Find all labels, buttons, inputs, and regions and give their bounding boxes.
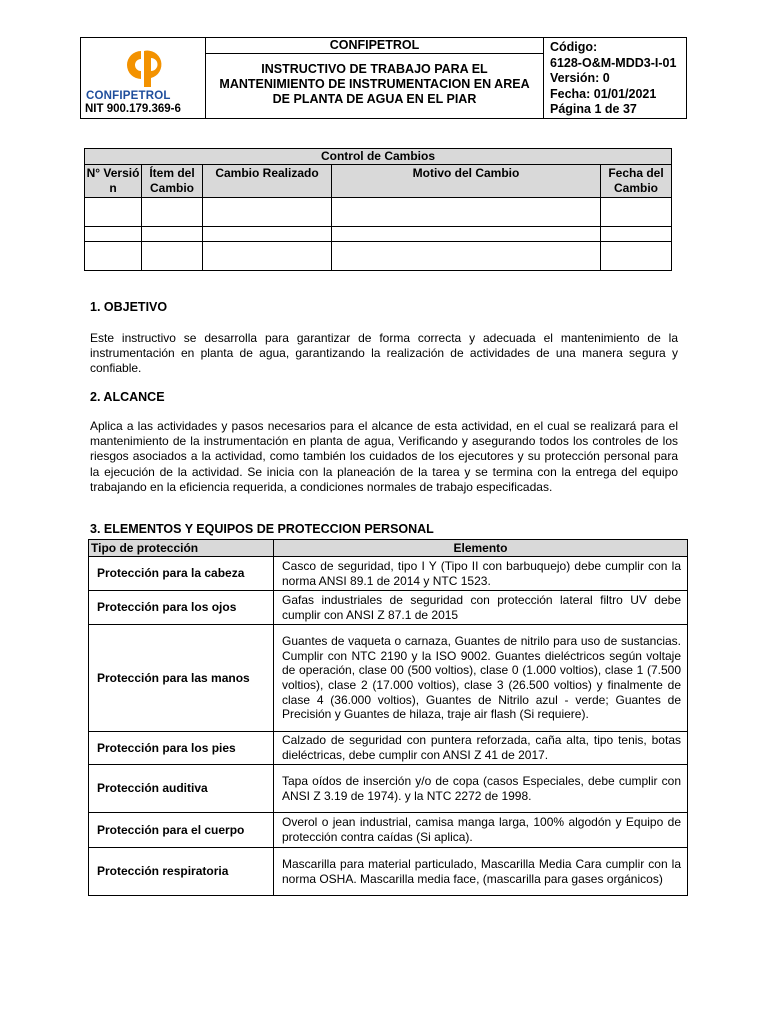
logo-cell (81, 38, 206, 119)
col-version: N° Versió n (85, 165, 142, 198)
table-row (85, 198, 672, 227)
page-number: Página 1 de 37 (550, 102, 637, 116)
col-item: Ítem del Cambio (142, 165, 203, 198)
section-alcance-text: Aplica a las actividades y pasos necesarios para el alcance de esta actividad, en el cual se realizará para el mantenimiento de la instrumentación en planta de agua, Verificando y asegurando todos los controles de los riesgos asociados a la actividad, como también los cuidados de los ejecutores y su protección personal para la ejecución de la actividad. Se inicia con la planeación de la tarea y se termina con la entrega del equipo trabajando en la eficiencia requerida, a condiciones normales de trabajo especificadas. (90, 419, 678, 494)
document-title-cell (206, 38, 544, 119)
table-row (85, 227, 672, 242)
protection-type: Protección para las manos (89, 625, 274, 732)
table-row (89, 557, 688, 591)
document-code-cell (544, 38, 687, 119)
protection-element: Tapa oídos de inserción y/o de copa (casos Especiales, debe cumplir con ANSI Z 3.19 de 1974). y la NTC 2272 de 1998. (274, 765, 688, 813)
document-title (206, 54, 543, 107)
code-value: 6128-O&M-MDD3-I-01 (550, 55, 677, 70)
col-elemento-header: Elemento (274, 540, 688, 557)
table-row (89, 765, 688, 813)
protection-type: Protección para los pies (89, 732, 274, 765)
change-control-table (84, 148, 672, 271)
table-row (89, 813, 688, 848)
table-row (89, 732, 688, 765)
protection-type: Protección para el cuerpo (89, 813, 274, 848)
protection-element: Casco de seguridad, tipo I Y (Tipo II con barbuquejo) debe cumplir con la norma ANSI 89.1 de 2014 y NTC 1523. (274, 557, 688, 591)
protection-type: Protección para la cabeza (89, 557, 274, 591)
protection-element: Calzado de seguridad con puntera reforzada, caña alta, tipo tenis, botas dieléctricas, debe cumplir con ANSI Z 41 de 2017. (274, 732, 688, 765)
col-tipo-header: Tipo de protección (89, 540, 274, 557)
protection-type: Protección respiratoria (89, 848, 274, 896)
table-row (89, 625, 688, 732)
title-line: MANTENIMIENTO DE INSTRUMENTACION EN AREA (219, 77, 530, 91)
col-cambio: Cambio Realizado (203, 165, 332, 198)
change-control-title: Control de Cambios (85, 149, 672, 165)
section-epp-title: 3. ELEMENTOS Y EQUIPOS DE PROTECCION PERSONAL (90, 522, 434, 536)
protection-element: Mascarilla para material particulado, Mascarilla Media Cara cumplir con la norma OSHA. Mascarilla media face, (mascarilla para gases orgánicos) (274, 848, 688, 896)
protection-element: Guantes de vaqueta o carnaza, Guantes de nitrilo para uso de sustancias. Cumplir con NTC 2190 y la ISO 9002. Guantes dieléctricos según voltaje de operación, clase 00 (500 voltios), clase 0 (1.000 voltios), clase 1 (7.500 voltios), clase 2 (17.000 voltios), clase 3 (26.500 voltios) y finalmente de clase 4 (36.000 voltios), Guantes de Nitrilo azul - verde; Guantes de Precisión y Guantes de hilaza, traje air flash (Si requiere). (274, 625, 688, 732)
protection-type: Protección auditiva (89, 765, 274, 813)
table-row (89, 591, 688, 625)
protection-element: Overol o jean industrial, camisa manga larga, 100% algodón y Equipo de protección contra caídas (Si aplica). (274, 813, 688, 848)
title-line: DE PLANTA DE AGUA EN EL PIAR (272, 92, 477, 106)
table-row (85, 242, 672, 271)
logo-brand-text: CONFIPETROL (86, 90, 171, 102)
section-objetivo-text: Este instructivo se desarrolla para garantizar de forma correcta y adecuada el mantenimiento de la instrumentación en planta de agua, garantizando la realización de actividades de una manera segura y confiable. (90, 331, 678, 376)
confipetrol-logo-icon (119, 47, 167, 89)
version: Versión: 0 (550, 71, 610, 85)
protection-type: Protección para los ojos (89, 591, 274, 625)
code-label: Código: (550, 40, 598, 54)
section-objetivo-title: 1. OBJETIVO (90, 300, 168, 314)
title-line: INSTRUCTIVO DE TRABAJO PARA EL (261, 62, 488, 76)
document-header (80, 37, 687, 119)
col-fecha: Fecha del Cambio (601, 165, 672, 198)
col-motivo: Motivo del Cambio (332, 165, 601, 198)
company-name: CONFIPETROL (206, 38, 543, 54)
table-row (89, 848, 688, 896)
section-alcance-title: 2. ALCANCE (90, 390, 165, 404)
date: Fecha: 01/01/2021 (550, 86, 657, 101)
protection-element: Gafas industriales de seguridad con protección lateral filtro UV debe cumplir con ANSI Z 87.1 de 2015 (274, 591, 688, 625)
nit-number: NIT 900.179.369-6 (85, 103, 181, 115)
epp-table (88, 539, 688, 896)
